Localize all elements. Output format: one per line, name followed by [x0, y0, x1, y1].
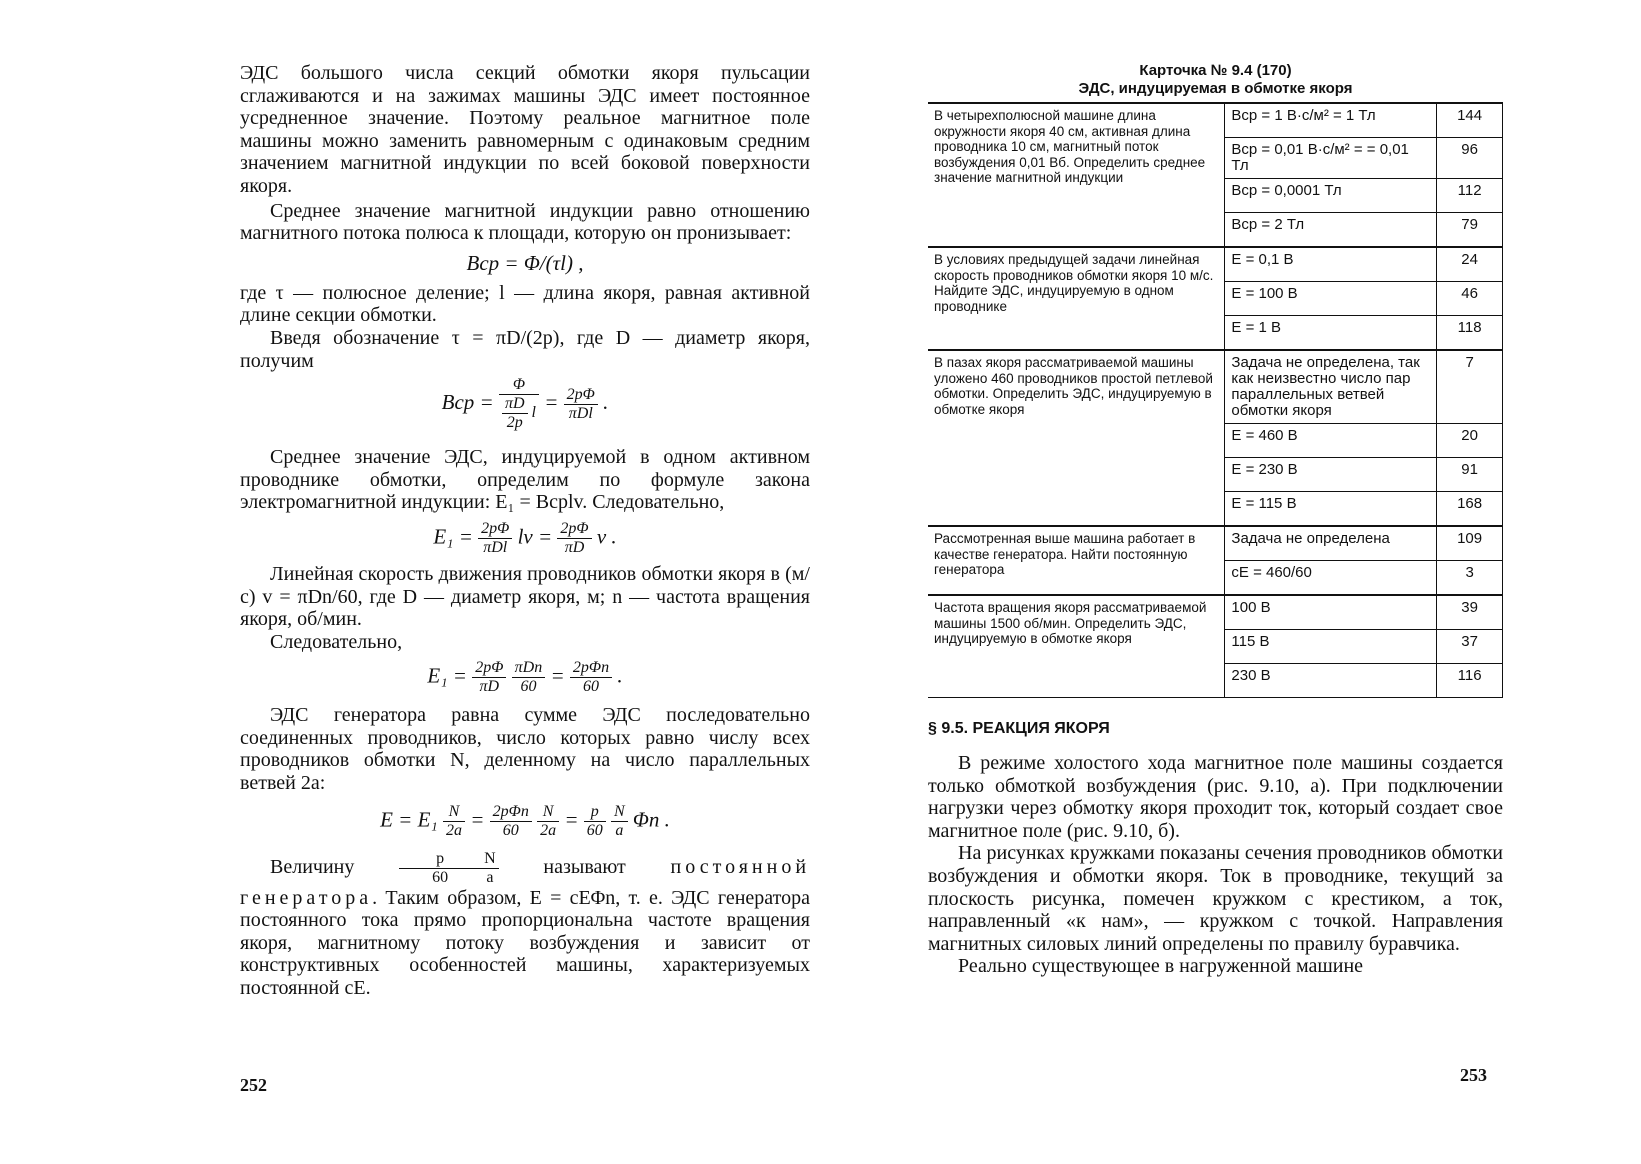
- formula-e1: E₁ = $\frac{2p\Phi}{\text{πDl}}$ lv = $\frac{2p\Phi}{\pi D}$ v .: [433, 519, 617, 556]
- fraction: $\frac{2p\Phi}{\pi D}$: [557, 520, 591, 557]
- paragraph: ЭДС генератора равна сумме ЭДС последовательно соединенных проводников, число которых равно числу всех проводников обмотки N, деленному на число параллельных ветвей 2a:: [240, 704, 810, 795]
- paragraph: где τ — полюсное деление; l — длина якоря, равная активной длине секции обмотки.: [240, 281, 810, 327]
- card-answer: 100 В: [1225, 595, 1437, 630]
- paragraph: Линейная скорость движения проводников обмотки якоря в (м/с) v = πDn/60, где D — диаметр якоря, м; n — частота вращения якоря, об/мин.: [240, 562, 810, 631]
- card-answer-number: 24: [1437, 247, 1503, 282]
- card-answer-number: 109: [1437, 526, 1503, 561]
- fraction: $\frac{2p\Phi}{\pi D}$: [472, 659, 506, 696]
- fraction: $\frac{N}{a}$: [611, 803, 628, 840]
- card-answer: E = 460 В: [1225, 424, 1437, 458]
- card-answer-number: 20: [1437, 424, 1503, 458]
- paragraph: На рисунках кружками показаны сечения проводников обмотки возбуждения и обмотки якоря. Ток в проводнике, текущий за плоскость рисунка, помечен кружком с крестиком, а ток, направленный «к нам», — кружком с точкой. Направления магнитных силовых линий определены по правилу буравчика.: [928, 842, 1503, 955]
- section-title: § 9.5. РЕАКЦИЯ ЯКОРЯ: [928, 720, 1110, 737]
- paragraph: Среднее значение ЭДС, индуцируемой в одном активном проводнике обмотки, определим по формуле закона электромагнитной индукции: E₁ = Bсрlv. Следовательно,: [240, 446, 810, 514]
- card-answer: Bср = 0,0001 Тл: [1225, 179, 1437, 213]
- formula-e1-n: E₁ = $\frac{2p\Phi}{\pi D}$ $\frac{\text{πDn}}{60}$ = $\frac{\text{2pΦn}}{60}$ .: [427, 659, 623, 696]
- card-answer: E = 100 В: [1225, 282, 1437, 316]
- card-answer-number: 79: [1437, 213, 1503, 248]
- card-row: [928, 350, 1503, 424]
- card-answer-number: 116: [1437, 664, 1503, 698]
- formula-bsr: Bср = Φ/(τl) ,: [466, 250, 584, 275]
- card-table: [928, 102, 1503, 698]
- card-answer: E = 1 В: [1225, 316, 1437, 351]
- card-question: В четырехполюсной машине длина окружности якоря 40 см, активная длина проводника 10 см, магнитный поток возбуждения 0,01 Вб. Определить среднее значение магнитной индукции: [928, 103, 1225, 247]
- paragraph: В режиме холостого хода магнитное поле машины создается только обмоткой возбуждения (рис. 9.10, а). При подключении нагрузки через обмотку якоря проходит ток, который создает свое магнитное поле (рис. 9.10, б).: [928, 752, 1503, 842]
- fraction: Φ $\frac{\pi D}{2p}$ l: [499, 376, 539, 432]
- formula-bsr-expanded: Bср = Φ $\frac{\pi D}{2p}$ l = $\frac{2p\Phi}{\text{πDl}}$ .: [441, 376, 609, 432]
- card-answer: E = 115 В: [1225, 492, 1437, 527]
- card-answer: cE = 460/60: [1225, 561, 1437, 596]
- card-answer: Bср = 2 Тл: [1225, 213, 1437, 248]
- card-answer-number: 3: [1437, 561, 1503, 596]
- paragraph: Реально существующее в нагруженной машине: [958, 955, 1364, 978]
- card-question: В условиях предыдущей задачи линейная скорость проводников обмотки якоря 10 м/с. Найдите ЭДС, индуцируемую в одном проводнике: [928, 247, 1225, 350]
- card-answer: Задача не определена, так как неизвестно число пар параллельных ветвей обмотки якоря: [1225, 350, 1437, 424]
- fraction: $\frac{2p\Phi}{\text{πDl}}$: [478, 520, 512, 557]
- card-row: [928, 526, 1503, 561]
- card-answer-number: 112: [1437, 179, 1503, 213]
- page-number: 253: [1460, 1065, 1487, 1085]
- right-page: [928, 62, 1503, 978]
- card-row: [928, 103, 1503, 138]
- fraction: $\frac{p}{60}$: [584, 803, 606, 840]
- card-answer: Bср = 1 В·с/м² = 1 Тл: [1225, 103, 1437, 138]
- card-answer: Bср = 0,01 В·с/м² = = 0,01 Тл: [1225, 138, 1437, 179]
- card-question: Рассмотренная выше машина работает в качестве генератора. Найти постоянную генератора: [928, 526, 1225, 595]
- fraction: $\frac{N}{2a}$: [537, 803, 559, 840]
- card-answer-number: 91: [1437, 458, 1503, 492]
- fraction: $\frac{\text{2pΦn}}{60}$: [490, 803, 532, 840]
- left-page: [240, 62, 810, 1000]
- fraction: $\frac{N}{2a}$: [443, 803, 465, 840]
- formula-e: E = E₁ $\frac{N}{2a}$ = $\frac{\text{2pΦn}}{60}$ $\frac{N}{2a}$ = $\frac{p}{60}$ $\frac{N}{a}$ Φn .: [380, 802, 670, 839]
- page-number: 252: [240, 1075, 267, 1095]
- card-answer-number: 168: [1437, 492, 1503, 527]
- card-answer-number: 118: [1437, 316, 1503, 351]
- paragraph: Величину $\frac{p}{60}$ $\frac{N}{a}$ называют постоянной генератора. Таким образом, E = cEΦn, т. е. ЭДС генератора постоянного тока прямо пропорциональна частоте вращения якоря, магнитному потоку возбуждения и зависит от конструктивных особенностей машины, характеризуемых постоянной cE.: [240, 849, 811, 1000]
- card-answer: 115 В: [1225, 630, 1437, 664]
- card-row: [928, 595, 1503, 630]
- card-row: [928, 247, 1503, 282]
- card-answer-number: 37: [1437, 630, 1503, 664]
- fraction: $\frac{p}{60}$: [399, 850, 451, 887]
- card-answer: Задача не определена: [1225, 526, 1437, 561]
- fraction: $\frac{\text{πDn}}{60}$: [512, 659, 546, 696]
- paragraph: ЭДС большого числа секций обмотки якоря пульсации сглаживаются и на зажимах машины ЭДС имеет постоянное усредненное значение. Поэтому реальное магнитное поле машины можно заменить равномерным с одинаковым средним значением магнитной индукции по всей боковой поверхности якоря.: [240, 62, 810, 197]
- card-answer-number: 39: [1437, 595, 1503, 630]
- card-question: В пазах якоря рассматриваемой машины уложено 460 проводников простой петлевой обмотки. Определить ЭДС, индуцируемую в обмотке якоря: [928, 350, 1225, 526]
- fraction: $\frac{2p\Phi}{\text{πDl}}$: [564, 386, 598, 423]
- card-answer: E = 230 В: [1225, 458, 1437, 492]
- fraction: $\frac{N}{a}$: [451, 850, 499, 887]
- paragraph: Введя обозначение τ = πD/(2p), где D — диаметр якоря, получим: [240, 326, 810, 372]
- card-title: Карточка № 9.4 (170) ЭДС, индуцируемая в обмотке якоря: [1078, 62, 1353, 97]
- paragraph: Следовательно,: [270, 630, 403, 653]
- card-answer: 230 В: [1225, 664, 1437, 698]
- card-question: Частота вращения якоря рассматриваемой машины 1500 об/мин. Определить ЭДС, индуцируемую в обмотке якоря: [928, 595, 1225, 698]
- card-answer-number: 7: [1437, 350, 1503, 424]
- card-answer: E = 0,1 В: [1225, 247, 1437, 282]
- paragraph: Среднее значение магнитной индукции равно отношению магнитного потока полюса к площади, которую он пронизывает:: [240, 199, 810, 245]
- fraction: $\frac{\text{2pΦn}}{60}$: [570, 659, 612, 696]
- card-answer-number: 46: [1437, 282, 1503, 316]
- card-answer-number: 144: [1437, 103, 1503, 138]
- card-answer-number: 96: [1437, 138, 1503, 179]
